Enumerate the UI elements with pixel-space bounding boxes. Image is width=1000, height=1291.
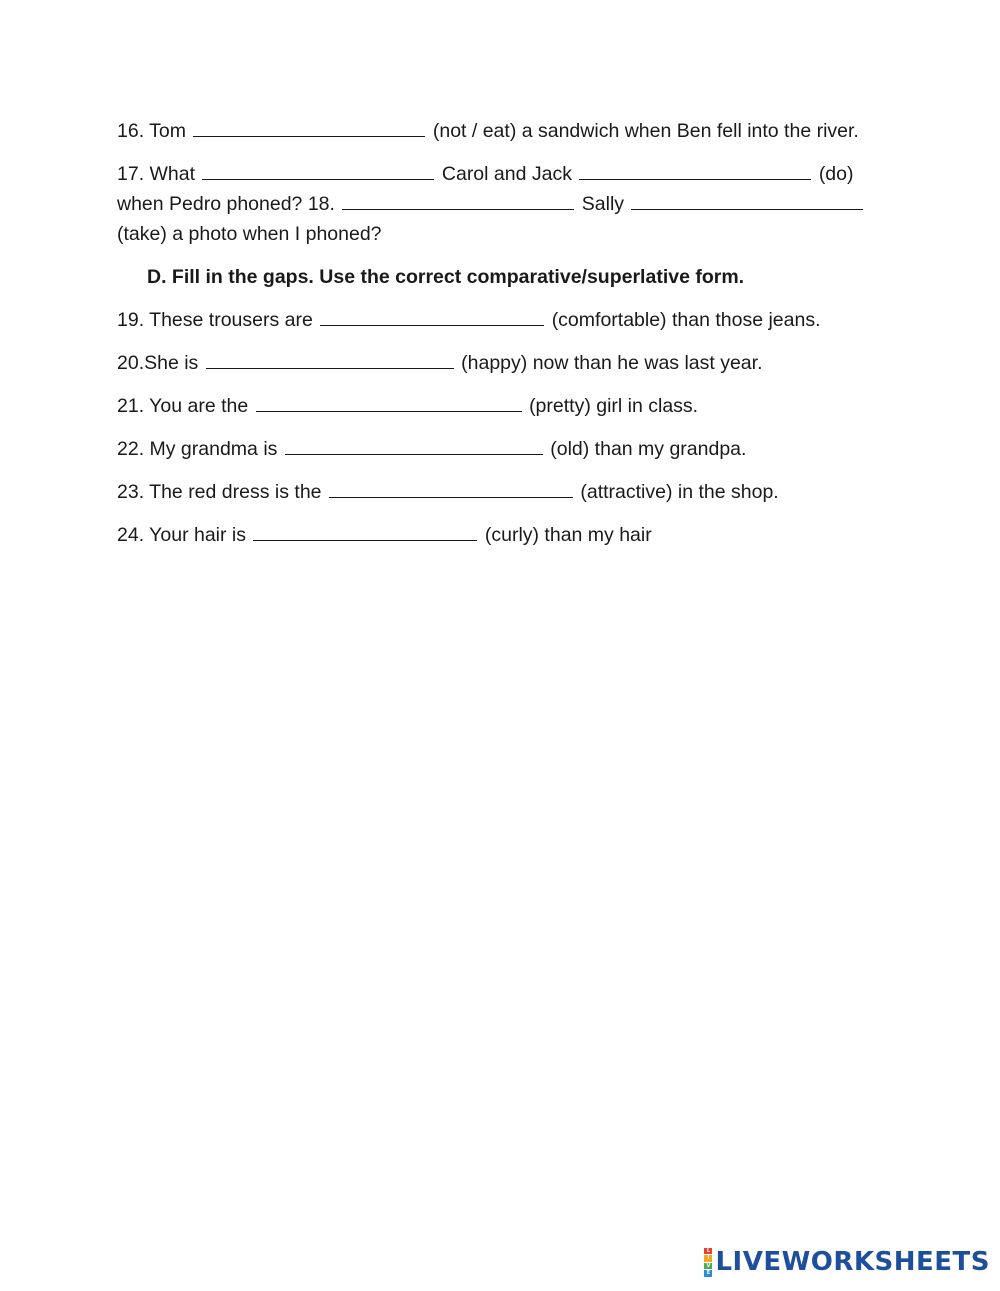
question-19 bbox=[117, 305, 877, 335]
q17-answer-blank-2[interactable] bbox=[579, 161, 811, 180]
q23-prefix: 23. The red dress is the bbox=[117, 481, 322, 503]
q16-prefix: 16. Tom bbox=[117, 120, 187, 142]
q21-suffix: (pretty) girl in class. bbox=[529, 395, 699, 417]
logo-blocks-icon bbox=[704, 1248, 712, 1277]
q24-suffix: (curly) than my hair bbox=[484, 524, 652, 546]
q23-suffix: (attractive) in the shop. bbox=[580, 481, 779, 503]
q20-answer-blank[interactable] bbox=[206, 350, 454, 369]
liveworksheets-logo bbox=[704, 1247, 990, 1277]
q18-answer-blank-2[interactable] bbox=[631, 191, 863, 210]
worksheet-page bbox=[117, 116, 877, 563]
q20-suffix: (happy) now than he was last year. bbox=[461, 352, 763, 374]
q21-answer-blank[interactable] bbox=[256, 393, 522, 412]
q22-answer-blank[interactable] bbox=[285, 436, 543, 455]
question-23 bbox=[117, 477, 877, 507]
q17-suffix: (do) when Pedro phoned? 18. bbox=[117, 163, 854, 215]
logo-text: LIVEWORKSHEETS bbox=[715, 1247, 990, 1277]
q19-suffix: (comfortable) than those jeans. bbox=[551, 309, 821, 331]
q16-answer-blank[interactable] bbox=[193, 118, 425, 137]
q24-answer-blank[interactable] bbox=[253, 522, 477, 541]
q21-prefix: 21. You are the bbox=[117, 395, 249, 417]
q16-suffix: (not / eat) a sandwich when Ben fell into the river. bbox=[432, 120, 859, 142]
section-d-heading: D. Fill in the gaps. Use the correct comparative/superlative form. bbox=[147, 266, 745, 288]
q18-suffix: (take) a photo when I phoned? bbox=[117, 223, 382, 245]
q19-prefix: 19. These trousers are bbox=[117, 309, 313, 331]
logo-block-i: I bbox=[704, 1255, 712, 1262]
q17-middle: Carol and Jack bbox=[441, 163, 572, 185]
q23-answer-blank[interactable] bbox=[329, 479, 573, 498]
question-16 bbox=[117, 116, 877, 146]
q17-prefix: 17. What bbox=[117, 163, 196, 185]
q17-answer-blank-1[interactable] bbox=[202, 161, 434, 180]
q18-middle: Sally bbox=[581, 193, 625, 215]
q20-prefix: 20.She is bbox=[117, 352, 199, 374]
logo-block-l: L bbox=[704, 1248, 712, 1255]
logo-block-v: V bbox=[704, 1263, 712, 1270]
q18-answer-blank-1[interactable] bbox=[342, 191, 574, 210]
q22-prefix: 22. My grandma is bbox=[117, 438, 278, 460]
question-21 bbox=[117, 391, 877, 421]
question-20 bbox=[117, 348, 877, 378]
question-22 bbox=[117, 434, 877, 464]
q19-answer-blank[interactable] bbox=[320, 307, 544, 326]
q22-suffix: (old) than my grandpa. bbox=[550, 438, 747, 460]
logo-block-e: E bbox=[704, 1270, 712, 1277]
q24-prefix: 24. Your hair is bbox=[117, 524, 247, 546]
question-24 bbox=[117, 520, 877, 550]
question-17-18 bbox=[117, 159, 877, 249]
